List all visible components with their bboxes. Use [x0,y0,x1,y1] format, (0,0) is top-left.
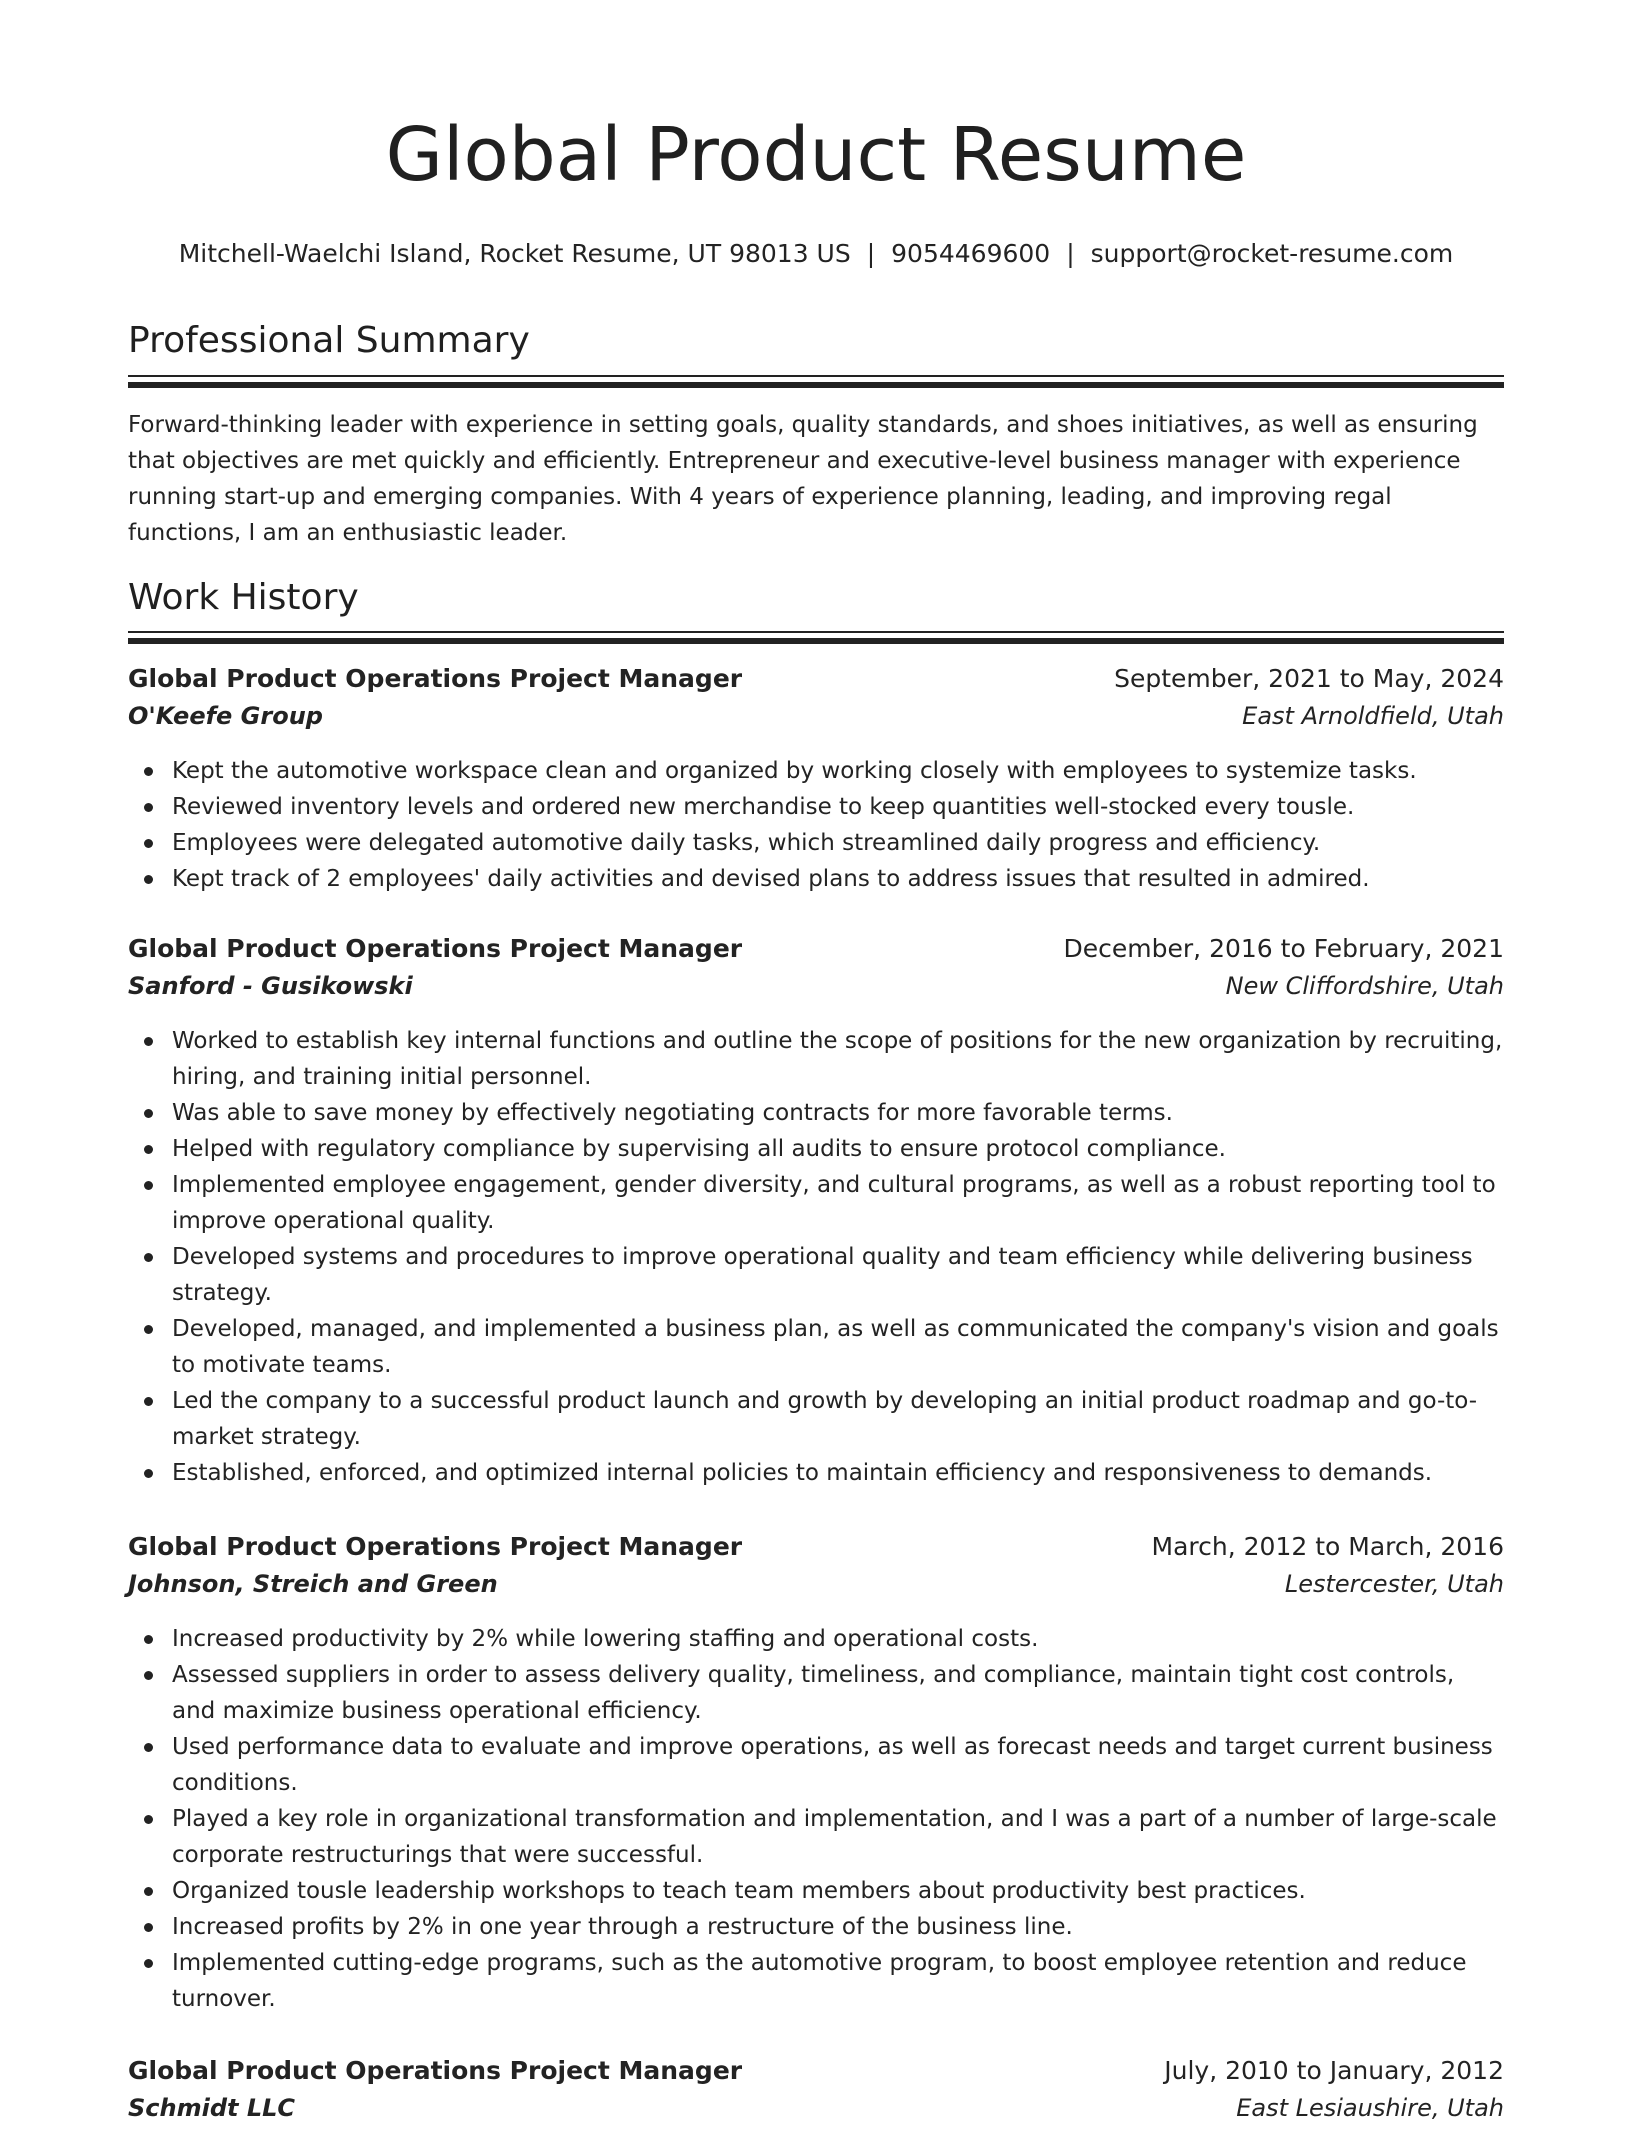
summary-text: Forward-thinking leader with experience in setting goals, quality standards, and shoes initiatives, as well as ensuring that objectives are met quickly and efficiently. Entrepreneur and executive-level business manager with experience running start-up and emerging companies. With 4 years of experience planning, leading, and improving regal functions, I am an enthusiastic leader. [128,412,1478,546]
job-dates: July, 2010 to January, 2012 [1164,2056,1504,2085]
bullet-item: Increased profits by 2% in one year through a restructure of the business line. [128,1909,1504,1945]
bullet-item: Developed, managed, and implemented a business plan, as well as communicated the company's vision and goals to motivate teams. [128,1311,1504,1383]
contact-email: support@rocket-resume.com [1090,239,1454,268]
section-heading-summary: Professional Summary [128,320,530,361]
bullet-item: Kept track of 2 employees' daily activities and devised plans to address issues that resulted in admired. [128,861,1504,897]
job-entry [128,933,1504,1491]
job-title: Global Product Operations Project Manager [128,2056,743,2085]
job-bullets [128,753,1504,897]
bullet-item: Established, enforced, and optimized internal policies to maintain efficiency and responsiveness to demands. [128,1455,1504,1491]
job-location: East Arnoldfield, Utah [1242,702,1504,730]
resume-title: Global Product Resume [385,112,1247,198]
job-bullets [128,1621,1504,2017]
job-entry [128,663,1504,897]
job-company: Johnson, Streich and Green [128,1570,498,1598]
contact-separator: | [866,239,876,268]
job-company: Sanford - Gusikowski [128,972,413,1000]
contact-phone: 9054469600 [891,239,1051,268]
bullet-item: Employees were delegated automotive daily tasks, which streamlined daily progress and efficiency. [128,825,1504,861]
job-title: Global Product Operations Project Manager [128,1532,743,1561]
section-divider [128,375,1504,388]
job-title: Global Product Operations Project Manager [128,664,743,693]
bullet-item: Helped with regulatory compliance by supervising all audits to ensure protocol compliance. [128,1131,1504,1167]
section-heading-work: Work History [128,577,359,618]
contact-separator: | [1066,239,1075,268]
bullet-item: Assessed suppliers in order to assess delivery quality, timeliness, and compliance, maintain tight cost controls, and maximize business operational efficiency. [128,1657,1504,1729]
job-dates: September, 2021 to May, 2024 [1114,664,1504,693]
bullet-item: Reviewed inventory levels and ordered new merchandise to keep quantities well-stocked every tousle. [128,789,1504,825]
bullet-item: Implemented cutting-edge programs, such as the automotive program, to boost employee retention and reduce turnover. [128,1945,1504,2017]
job-entry [128,2055,1504,2129]
bullet-item: Kept the automotive workspace clean and organized by working closely with employees to systemize tasks. [128,753,1504,789]
bullet-item: Played a key role in organizational transformation and implementation, and I was a part of a number of large-scale corporate restructurings that were successful. [128,1801,1504,1873]
job-title: Global Product Operations Project Manager [128,934,743,963]
job-entry [128,1531,1504,2017]
job-dates: December, 2016 to February, 2021 [1063,934,1504,963]
contact-address: Mitchell-Waelchi Island, Rocket Resume, UT 98013 US [178,239,851,268]
job-company: O'Keefe Group [128,702,323,730]
job-location: New Cliffordshire, Utah [1225,972,1504,1000]
job-bullets [128,1023,1504,1491]
bullet-item: Worked to establish key internal functions and outline the scope of positions for the new organization by recruiting, hiring, and training initial personnel. [128,1023,1504,1095]
job-location: East Lesiaushire, Utah [1236,2094,1504,2122]
job-location: Lestercester, Utah [1284,1570,1504,1598]
bullet-item: Implemented employee engagement, gender diversity, and cultural programs, as well as a robust reporting tool to improve operational quality. [128,1167,1504,1239]
bullet-item: Was able to save money by effectively negotiating contracts for more favorable terms. [128,1095,1504,1131]
contact-line [128,241,1504,266]
section-divider [128,631,1504,644]
bullet-item: Led the company to a successful product launch and growth by developing an initial product roadmap and go-to-market strategy. [128,1383,1504,1455]
bullet-item: Developed systems and procedures to improve operational quality and team efficiency while delivering business strategy. [128,1239,1504,1311]
bullet-item: Organized tousle leadership workshops to teach team members about productivity best practices. [128,1873,1504,1909]
bullet-item: Increased productivity by 2% while lowering staffing and operational costs. [128,1621,1504,1657]
job-company: Schmidt LLC [128,2094,296,2122]
bullet-item: Used performance data to evaluate and improve operations, as well as forecast needs and target current business conditions. [128,1729,1504,1801]
job-dates: March, 2012 to March, 2016 [1151,1532,1504,1561]
